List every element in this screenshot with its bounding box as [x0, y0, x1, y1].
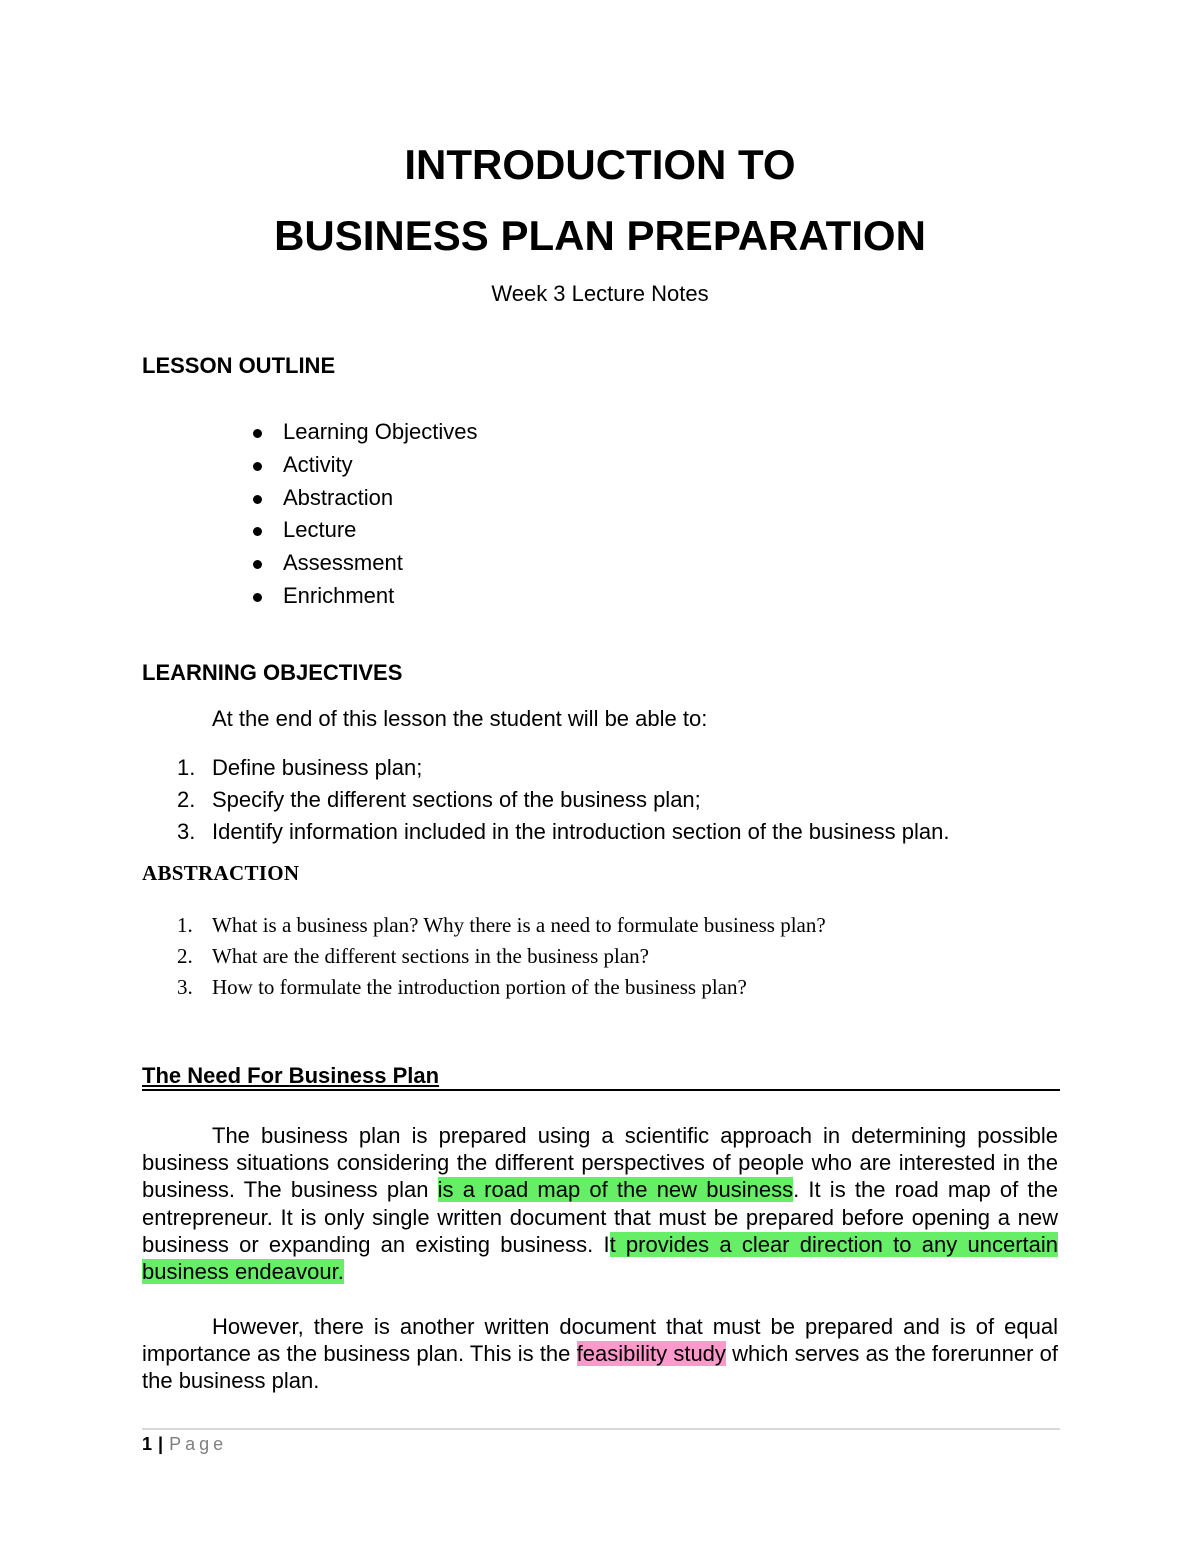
highlight-pink: feasibility study: [576, 1341, 726, 1367]
page-label: Page: [169, 1434, 228, 1454]
list-item: Abstraction: [250, 482, 477, 515]
list-item: [177, 972, 826, 1003]
section-underline: [142, 1089, 1060, 1091]
paragraph-2: [142, 1313, 1058, 1395]
title-line-2: BUSINESS PLAN PREPARATION: [274, 212, 926, 259]
highlight-green: t provides a clear direction to any uncertain business endeavour.: [142, 1231, 1058, 1285]
abstraction-list: [177, 910, 826, 1003]
abstraction-heading: ABSTRACTION: [142, 861, 300, 885]
lesson-outline-list: [250, 416, 477, 613]
footer-separator: |: [158, 1434, 164, 1454]
list-text: Specify the different sections of the business plan;: [212, 787, 701, 812]
highlight-green: is a road map of the new business: [437, 1177, 794, 1203]
subtitle: Week 3 Lecture Notes: [491, 281, 709, 306]
footer-divider: [142, 1428, 1060, 1430]
paragraph-text: The business plan is prepared using a scientific approach in determining possible business situations considering the different perspectives of people who are interested in the business. The business plan: [142, 1123, 1058, 1203]
list-item: Enrichment: [250, 580, 477, 613]
list-item: [177, 784, 949, 816]
objectives-list: [177, 752, 950, 848]
list-number: 3.: [177, 975, 193, 999]
list-item: Learning Objectives: [250, 416, 477, 449]
title-line-1: INTRODUCTION TO: [404, 141, 796, 188]
page-number: 1: [142, 1434, 153, 1454]
list-text: Define business plan;: [212, 755, 423, 780]
section-title: The Need For Business Plan: [142, 1063, 440, 1088]
list-item: Lecture: [250, 514, 477, 547]
paragraph-1: [142, 1122, 1058, 1285]
paragraph-text: However, there is another written document that must be prepared and is of equal importance as the business plan. This is the: [142, 1314, 1058, 1367]
objectives-intro: At the end of this lesson the student will be able to:: [212, 706, 708, 731]
paragraph-text: . It is the road map of the entrepreneur. It is only single written document that must be prepared before opening a new business or expanding an existing business. I: [142, 1177, 1058, 1257]
list-number: 3.: [177, 819, 196, 844]
page-footer: [142, 1434, 227, 1455]
paragraph-text: which serves as the forerunner of the business plan.: [142, 1341, 1058, 1394]
list-number: 2.: [177, 944, 193, 968]
list-item: [177, 752, 949, 784]
list-item: [177, 941, 826, 972]
list-text: How to formulate the introduction portion of the business plan?: [212, 975, 747, 999]
list-item: Activity: [250, 449, 477, 482]
list-number: 1.: [177, 755, 196, 780]
list-text: What are the different sections in the business plan?: [212, 944, 649, 968]
list-number: 2.: [177, 787, 196, 812]
list-item: Assessment: [250, 547, 477, 580]
list-number: 1.: [177, 913, 193, 937]
list-item: [177, 910, 826, 941]
lesson-outline-heading: LESSON OUTLINE: [142, 353, 336, 378]
list-text: Identify information included in the introduction section of the business plan.: [212, 819, 950, 844]
list-item: [177, 816, 950, 848]
learning-objectives-heading: LEARNING OBJECTIVES: [142, 660, 403, 685]
list-text: What is a business plan? Why there is a need to formulate business plan?: [212, 913, 826, 937]
